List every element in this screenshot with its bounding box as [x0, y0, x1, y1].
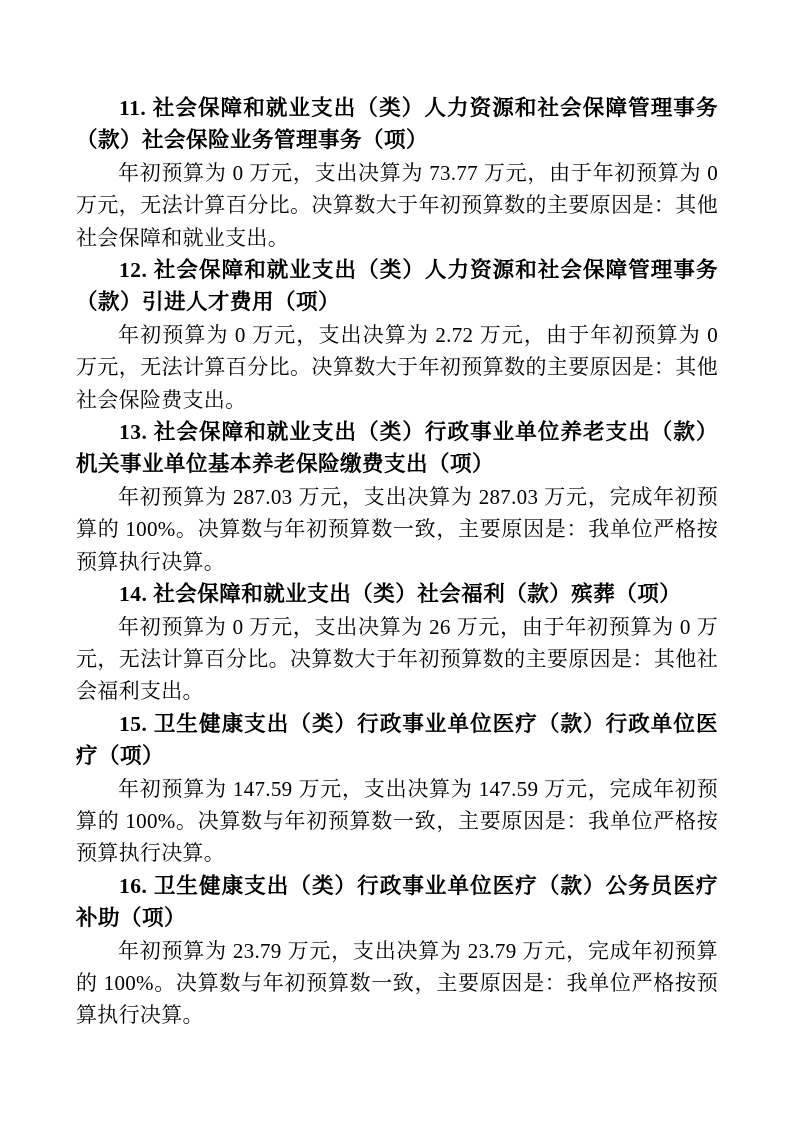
budget-section — [76, 578, 718, 708]
section-body: 年初预算为 147.59 万元，支出决算为 147.59 万元，完成年初预算的 100%。决算数与年初预算数一致，主要原因是：我单位严格按预算执行决算。 — [76, 776, 718, 866]
section-heading: 14. 社会保障和就业支出（类）社会福利（款）殡葬（项） — [119, 582, 682, 607]
section-heading: 11. 社会保障和就业支出（类）人力资源和社会保障管理事务（款）社会保险业务管理事务（项） — [76, 96, 718, 153]
section-heading: 13. 社会保障和就业支出（类）行政事业单位养老支出（款）机关事业单位基本养老保险缴费支出（项） — [76, 420, 718, 477]
budget-section — [76, 870, 718, 1032]
section-body: 年初预算为 0 万元，支出决算为 73.77 万元，由于年初预算为 0 万元，无法计算百分比。决算数大于年初预算数的主要原因是：其他社会保障和就业支出。 — [76, 160, 718, 250]
section-heading: 16. 卫生健康支出（类）行政事业单位医疗（款）公务员医疗补助（项） — [76, 873, 718, 931]
budget-section — [76, 416, 718, 578]
budget-section — [76, 708, 718, 870]
section-heading: 15. 卫生健康支出（类）行政事业单位医疗（款）行政单位医疗（项） — [76, 711, 718, 769]
budget-section — [76, 92, 718, 254]
section-body: 年初预算为 0 万元，支出决算为 2.72 万元，由于年初预算为 0 万元，无法计算百分比。决算数大于年初预算数的主要原因是：其他社会保险费支出。 — [76, 322, 718, 412]
budget-section — [76, 254, 718, 416]
section-body: 年初预算为 0 万元，支出决算为 26 万元，由于年初预算为 0 万元，无法计算百分比。决算数大于年初预算数的主要原因是：其他社会福利支出。 — [76, 614, 718, 704]
section-body: 年初预算为 287.03 万元，支出决算为 287.03 万元，完成年初预算的 100%。决算数与年初预算数一致，主要原因是：我单位严格按预算执行决算。 — [76, 484, 718, 574]
sections-container — [76, 92, 718, 1032]
section-heading: 12. 社会保障和就业支出（类）人力资源和社会保障管理事务（款）引进人才费用（项） — [76, 258, 718, 315]
section-body: 年初预算为 23.79 万元，支出决算为 23.79 万元，完成年初预算的 100%。决算数与年初预算数一致，主要原因是：我单位严格按预算执行决算。 — [76, 938, 718, 1028]
